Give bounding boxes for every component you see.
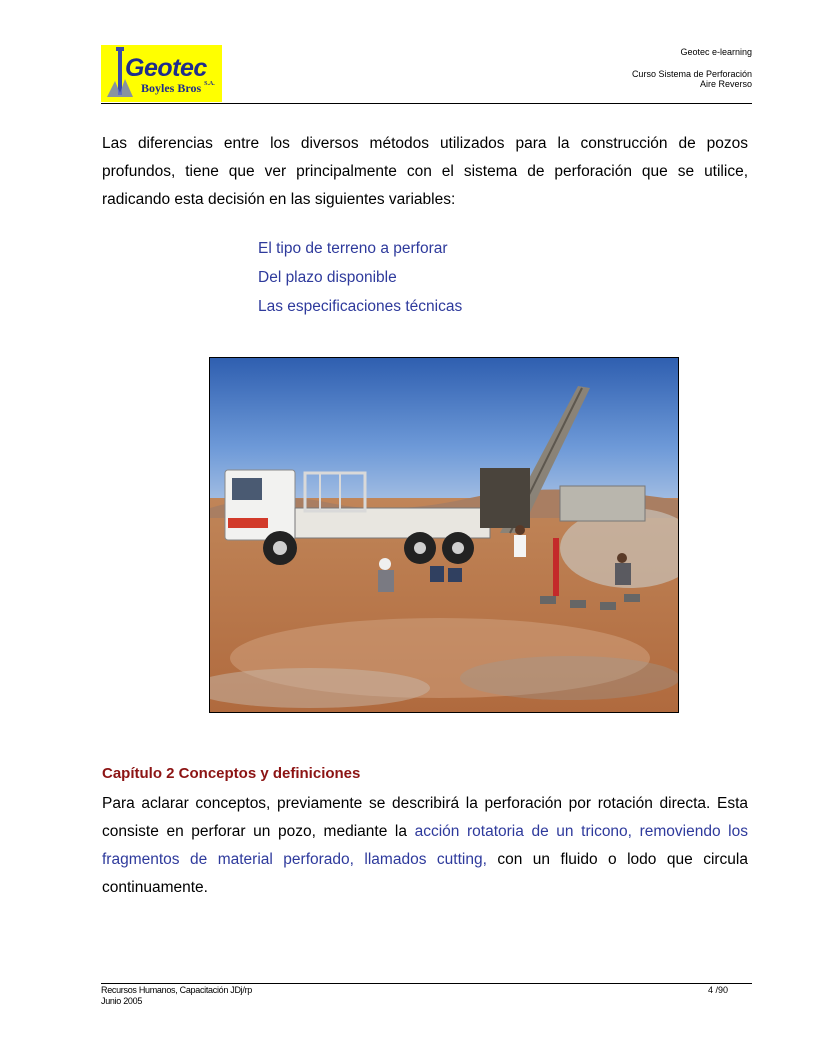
course-name: Curso Sistema de Perforación [631, 69, 752, 79]
header-divider [101, 103, 752, 104]
intro-paragraph: Las diferencias entre los diversos métodos utilizados para la construcción de pozos profundos, tiene que ver principalmente con el sistema de perforación que se utilice, radicando esta decisión en las siguientes variables: [102, 135, 748, 208]
list-item: Del plazo disponible [258, 269, 397, 286]
header-info [632, 47, 752, 89]
footer-divider [101, 983, 752, 984]
course-subtitle: Aire Reverso [699, 79, 752, 89]
site-name: Geotec e-learning [680, 47, 752, 57]
logo-subtitle: Boyles Bros $^{S.A.}$ [141, 81, 215, 95]
chapter-title: Capítulo 2 Conceptos y definiciones [102, 765, 361, 782]
logo-brand-text: Geotec [125, 54, 207, 82]
highlighted-term: removiendo los fragmentos de material perforado, llamados cutting, [102, 823, 748, 868]
list-item: Las especificaciones técnicas [258, 298, 463, 315]
footer-credits: Recursos Humanos, Capacitación JDj/rp Junio 2005 [101, 985, 252, 1006]
highlighted-term: acción rotatoria de un tricono, [414, 823, 632, 840]
page-number: 4 /90 [708, 985, 729, 995]
variables-list [258, 234, 462, 321]
chapter-paragraph: Para aclarar conceptos, previamente se describirá la perforación por rotación directa. Esta consiste en perforar un pozo, mediante la acción rotatoria de un tricono, removiendo los fragmentos de material perforado, llamados cutting, con un fluido o lodo que circula continuamente. [102, 795, 748, 896]
list-item: El tipo de terreno a perforar [258, 240, 448, 257]
geotec-logo [101, 45, 222, 102]
drilling-rig-photo [209, 357, 679, 713]
